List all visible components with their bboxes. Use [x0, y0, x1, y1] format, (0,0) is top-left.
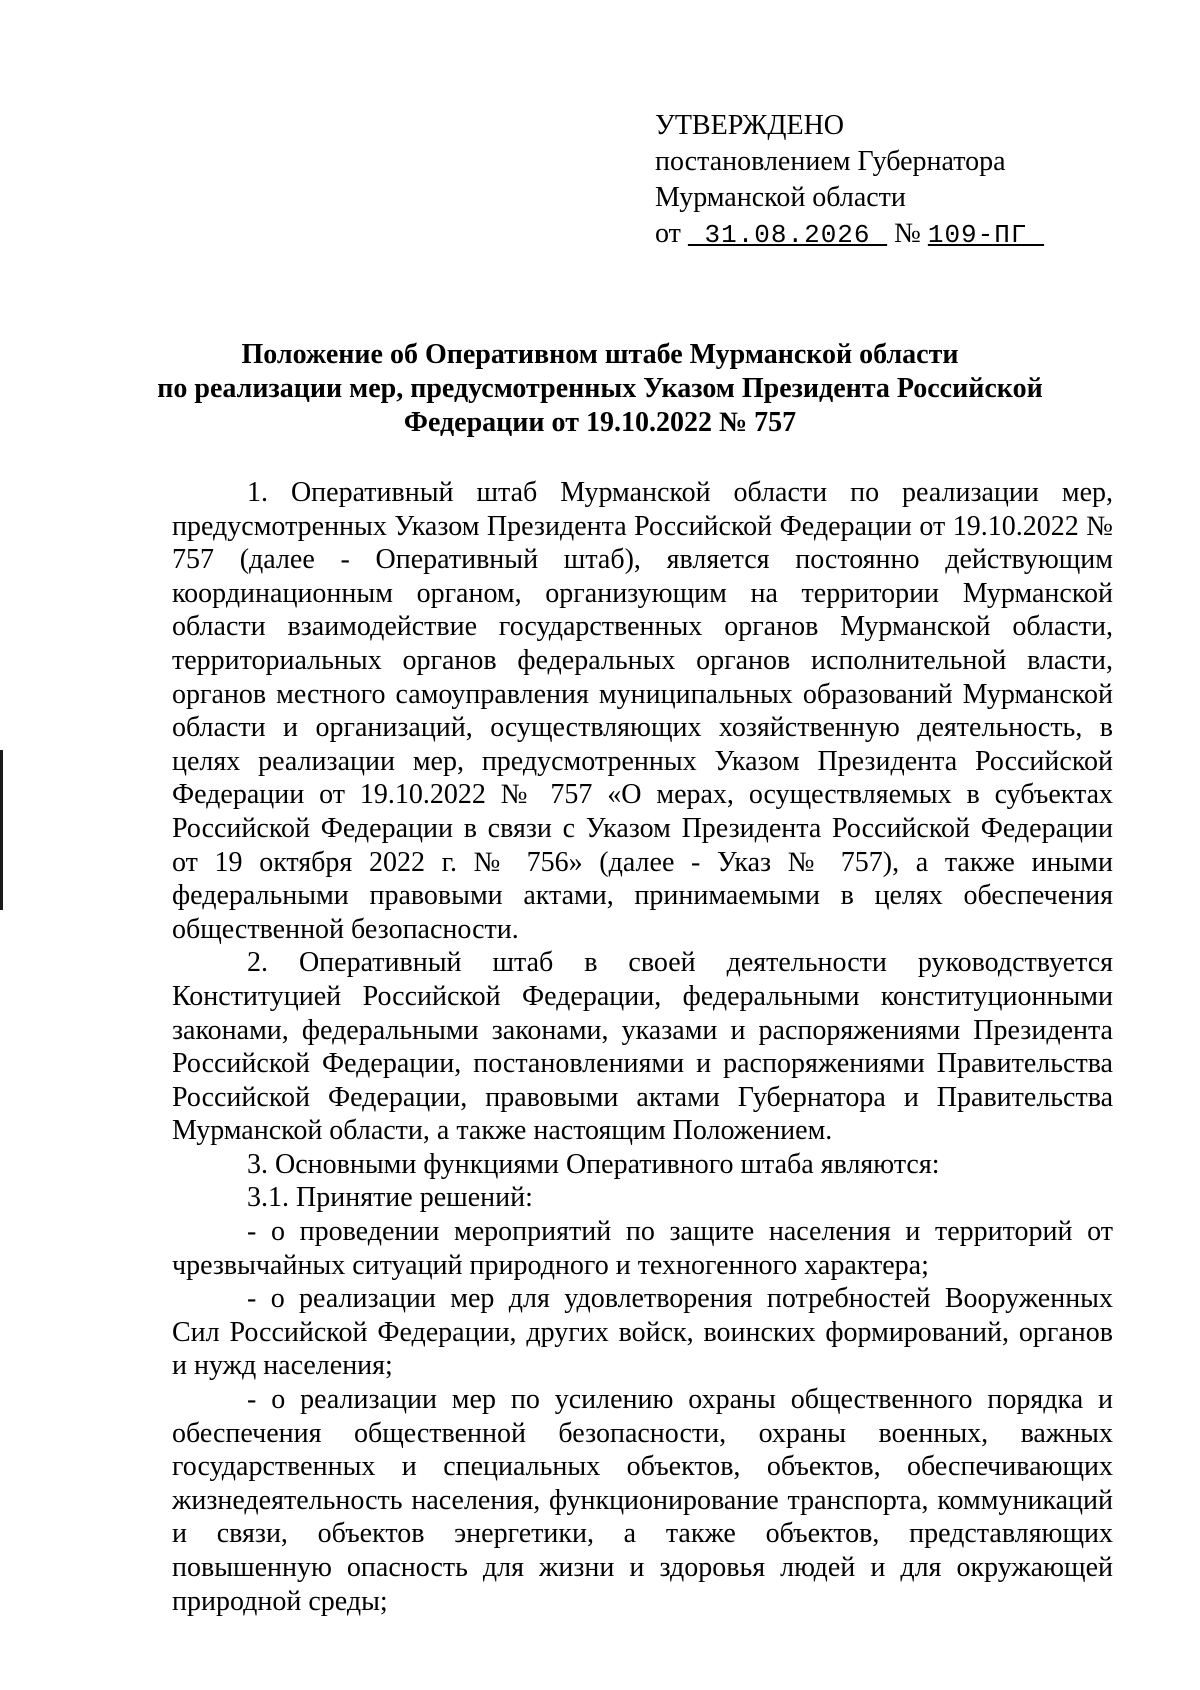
date-prefix: от	[655, 218, 681, 249]
paragraph-1: 1. Оперативный штаб Мурманской области по реализации мер, предусмотренных Указом Президента Российской Федерации от 19.10.2022 № 757 (далее - Оперативный штаб), является постоянно действующим координационным органом, организующим на территории Мурманской области взаимодействие государственных органов Мурманской области, территориальных органов федеральных органов исполнительной власти, органов местного самоуправления муниципальных образований Мурманской области и организаций, осуществляющих хозяйственную деятельность, в целях реализации мер, предусмотренных Указом Президента Российской Федерации от 19.10.2022 № 757 «О мерах, осуществляемых в субъектах Российской Федерации в связи с Указом Президента Российской Федерации от 19 октября 2022 г. № 756» (далее - Указ № 757), а также иными федеральными правовыми актами, принимаемыми в целях обеспечения общественной безопасности.	[172, 477, 1113, 945]
paragraph-2: 2. Оперативный штаб в своей деятельности руководствуется Конституцией Российской Федерации, федеральными конституционными законами, федеральными законами, указами и распоряжениями Президента Российской Федерации, постановлениями и распоряжениями Правительства Российской Федерации, правовыми актами Губернатора и Правительства Мурманской области, а также настоящим Положением.	[172, 947, 1113, 1147]
paragraph-3: 3. Основными функциями Оперативного штаба являются:	[247, 1148, 940, 1180]
document-title	[150, 338, 1050, 440]
approval-stamp: УТВЕРЖДЕНО	[655, 110, 845, 141]
title-line-2: по реализации мер, предусмотренных Указом Президента Российской	[157, 373, 1043, 404]
approval-date: 31.08.2026	[704, 220, 871, 250]
list-item-armed-forces: - о реализации мер для удовлетворения потребностей Вооруженных Сил Российской Федерации, других войск, воинских формирований, органов и нужд населения;	[172, 1283, 1113, 1382]
scan-margin-mark	[0, 750, 3, 910]
approval-line-2: Мурманской области	[655, 182, 906, 213]
approval-number: 109-ПГ	[927, 220, 1028, 250]
title-line-1: Положение об Оперативном штабе Мурманской области	[241, 339, 959, 370]
document-body	[172, 476, 1113, 1618]
paragraph-3-1: 3.1. Принятие решений:	[247, 1182, 533, 1214]
title-line-3: Федерации от 19.10.2022 № 757	[403, 407, 797, 438]
list-item-public-order: - о реализации мер по усилению охраны общественного порядка и обеспечения общественной безопасности, охраны военных, важных государственных и специальных объектов, объектов, обеспечивающих жизнедеятельность населения, функционирование транспорта, коммуникаций и связи, объектов энергетики, а также объектов, представляющих повышенную опасность для жизни и здоровья людей и для окружающей природной среды;	[172, 1384, 1113, 1617]
approval-date-line	[655, 216, 1044, 253]
approval-line-1: постановлением Губернатора	[655, 146, 1006, 177]
approval-block	[655, 108, 1044, 253]
number-prefix: №	[894, 218, 921, 249]
list-item-emergency: - о проведении мероприятий по защите населения и территорий от чрезвычайных ситуаций природного и техногенного характера;	[172, 1216, 1113, 1281]
